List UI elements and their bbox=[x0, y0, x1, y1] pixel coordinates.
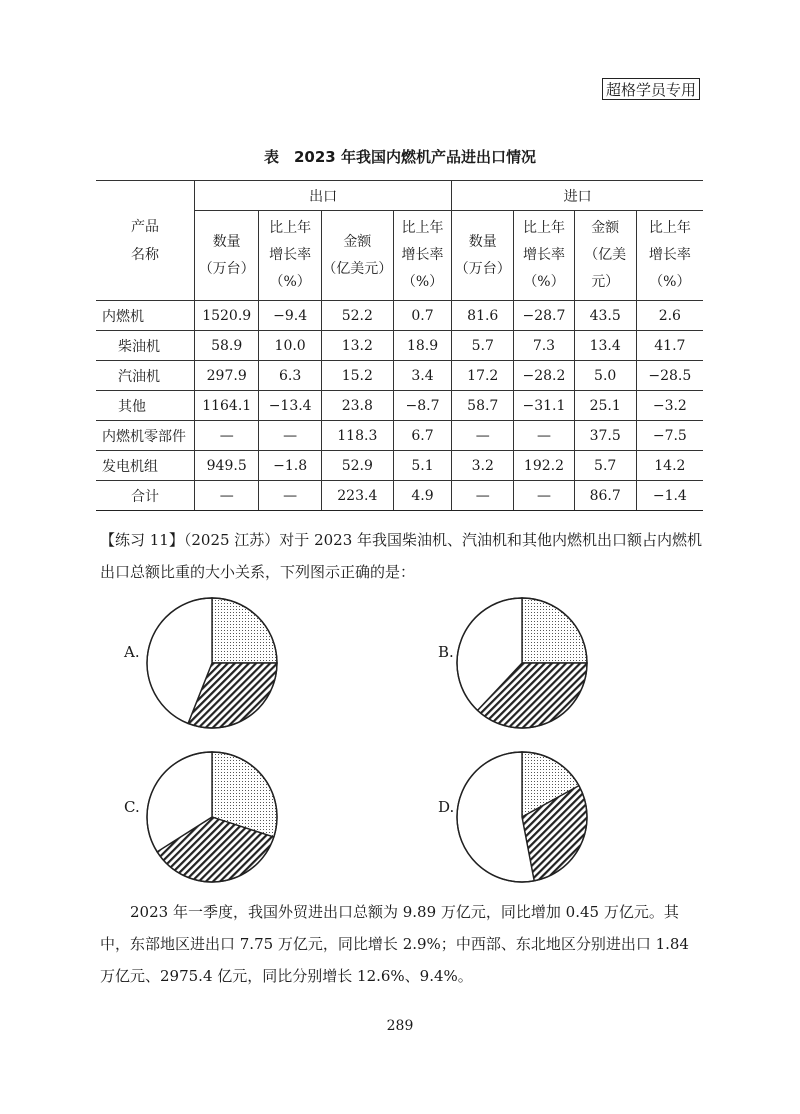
value-cell: 1164.1 bbox=[194, 391, 259, 421]
value-cell: — bbox=[452, 481, 514, 511]
value-cell: 14.2 bbox=[636, 451, 703, 481]
product-name-cell: 内燃机 bbox=[96, 301, 194, 331]
sub-header-line: 比上年 bbox=[401, 220, 444, 236]
page-number: 289 bbox=[386, 1018, 414, 1034]
value-cell: — bbox=[452, 421, 514, 451]
value-cell: 7.3 bbox=[514, 331, 574, 361]
option-pie-chart bbox=[145, 750, 279, 884]
table-row bbox=[96, 481, 703, 511]
value-cell: 6.3 bbox=[259, 361, 321, 391]
value-cell: 1520.9 bbox=[194, 301, 259, 331]
value-cell: 297.9 bbox=[194, 361, 259, 391]
value-cell: — bbox=[259, 421, 321, 451]
value-cell: 949.5 bbox=[194, 451, 259, 481]
value-cell: 118.3 bbox=[321, 421, 393, 451]
pie-slice bbox=[522, 598, 587, 663]
value-cell: 10.0 bbox=[259, 331, 321, 361]
row-header-line2: 名称 bbox=[130, 246, 159, 263]
sub-header-cell bbox=[514, 211, 574, 301]
value-cell: −13.4 bbox=[259, 391, 321, 421]
sub-header-line: 比上年 bbox=[648, 220, 691, 236]
value-cell: 5.0 bbox=[574, 361, 636, 391]
product-name-cell: 合计 bbox=[96, 481, 194, 511]
sub-header-cell bbox=[636, 211, 703, 301]
value-cell: — bbox=[514, 421, 574, 451]
table-row bbox=[96, 331, 703, 361]
student-only-badge: 超格学员专用 bbox=[602, 78, 700, 100]
row-header-cell bbox=[96, 181, 194, 301]
value-cell: −31.1 bbox=[514, 391, 574, 421]
value-cell: 37.5 bbox=[574, 421, 636, 451]
trade-paragraph: 2023 年一季度，我国外贸进出口总额为 9.89 万亿元，同比增加 0.45 万亿元。其中，东部地区进出口 7.75 万亿元，同比增长 2.9%；中西部、东北地区分别进出口 1.84 万亿元、2975.4 亿元，同比分别增长 12.6%、9.4%。 bbox=[100, 903, 689, 985]
sub-header-cell bbox=[574, 211, 636, 301]
value-cell: −28.2 bbox=[514, 361, 574, 391]
sub-header-line: （万台） bbox=[198, 260, 255, 277]
value-cell: −3.2 bbox=[636, 391, 703, 421]
value-cell: 43.5 bbox=[574, 301, 636, 331]
value-cell: −1.4 bbox=[636, 481, 703, 511]
table-title: 表 2023 年我国内燃机产品进出口情况 bbox=[264, 148, 536, 166]
value-cell: 3.4 bbox=[393, 361, 451, 391]
value-cell: −28.5 bbox=[636, 361, 703, 391]
value-cell: 23.8 bbox=[321, 391, 393, 421]
value-cell: 13.4 bbox=[574, 331, 636, 361]
value-cell: — bbox=[259, 481, 321, 511]
value-cell: 81.6 bbox=[452, 301, 514, 331]
table-row bbox=[96, 421, 703, 451]
product-name-cell: 柴油机 bbox=[96, 331, 194, 361]
sub-header-line: （亿美元） bbox=[322, 260, 393, 277]
export-group-header: 出口 bbox=[194, 181, 451, 211]
sub-header-line: 元） bbox=[591, 274, 620, 290]
sub-header-line: 金额 bbox=[591, 220, 620, 236]
value-cell: 223.4 bbox=[321, 481, 393, 511]
sub-header-cell bbox=[259, 211, 321, 301]
sub-header-line: 比上年 bbox=[522, 220, 565, 236]
product-name-cell: 内燃机零部件 bbox=[96, 421, 194, 451]
value-cell: — bbox=[194, 481, 259, 511]
sub-header-line: （%） bbox=[649, 274, 691, 290]
import-group-header: 进口 bbox=[452, 181, 703, 211]
table-row bbox=[96, 451, 703, 481]
value-cell: 52.9 bbox=[321, 451, 393, 481]
value-cell: 2.6 bbox=[636, 301, 703, 331]
value-cell: 15.2 bbox=[321, 361, 393, 391]
sub-header-line: （%） bbox=[269, 274, 311, 290]
value-cell: 13.2 bbox=[321, 331, 393, 361]
value-cell: 25.1 bbox=[574, 391, 636, 421]
table-row bbox=[96, 301, 703, 331]
value-cell: 6.7 bbox=[393, 421, 451, 451]
pie-slice bbox=[212, 598, 277, 663]
value-cell: 5.1 bbox=[393, 451, 451, 481]
value-cell: −1.8 bbox=[259, 451, 321, 481]
value-cell: 58.7 bbox=[452, 391, 514, 421]
sub-header-line: 数量 bbox=[468, 233, 497, 250]
option-label: C. bbox=[124, 798, 140, 816]
sub-header-cell bbox=[452, 211, 514, 301]
value-cell: 4.9 bbox=[393, 481, 451, 511]
option-pie-chart bbox=[145, 596, 279, 730]
value-cell: — bbox=[194, 421, 259, 451]
option-pie-chart bbox=[455, 596, 589, 730]
option-label: A. bbox=[124, 643, 140, 661]
option-label: B. bbox=[438, 643, 454, 661]
sub-header-line: 增长率 bbox=[269, 247, 312, 263]
sub-header-line: （亿美 bbox=[584, 247, 627, 263]
value-cell: 52.2 bbox=[321, 301, 393, 331]
value-cell: 41.7 bbox=[636, 331, 703, 361]
value-cell: −28.7 bbox=[514, 301, 574, 331]
sub-header-line: 比上年 bbox=[269, 220, 312, 236]
product-name-cell: 其他 bbox=[96, 391, 194, 421]
value-cell: — bbox=[514, 481, 574, 511]
value-cell: 3.2 bbox=[452, 451, 514, 481]
value-cell: −8.7 bbox=[393, 391, 451, 421]
value-cell: 17.2 bbox=[452, 361, 514, 391]
import-export-table bbox=[96, 180, 703, 511]
option-label: D. bbox=[438, 798, 455, 816]
sub-header-line: （%） bbox=[523, 274, 565, 290]
sub-header-cell bbox=[321, 211, 393, 301]
sub-header-line: （万台） bbox=[454, 260, 511, 277]
value-cell: 5.7 bbox=[574, 451, 636, 481]
table-row bbox=[96, 361, 703, 391]
sub-header-line: （%） bbox=[401, 274, 444, 290]
sub-header-line: 增长率 bbox=[648, 247, 691, 263]
sub-header-line: 增长率 bbox=[401, 247, 444, 263]
sub-header-line: 金额 bbox=[343, 233, 372, 250]
exercise-question: 【练习 11】（2025 江苏）对于 2023 年我国柴油机、汽油机和其他内燃机出口额占内燃机出口总额比重的大小关系，下列图示正确的是： bbox=[100, 531, 703, 581]
sub-header-cell bbox=[393, 211, 451, 301]
product-name-cell: 汽油机 bbox=[96, 361, 194, 391]
value-cell: 58.9 bbox=[194, 331, 259, 361]
option-pie-chart bbox=[455, 750, 589, 884]
value-cell: 86.7 bbox=[574, 481, 636, 511]
sub-header-line: 数量 bbox=[212, 233, 241, 250]
sub-header-line: 增长率 bbox=[522, 247, 565, 263]
value-cell: 18.9 bbox=[393, 331, 451, 361]
value-cell: 192.2 bbox=[514, 451, 574, 481]
value-cell: −9.4 bbox=[259, 301, 321, 331]
row-header-line1: 产品 bbox=[130, 218, 159, 235]
value-cell: 0.7 bbox=[393, 301, 451, 331]
table-row bbox=[96, 391, 703, 421]
pie-slice bbox=[457, 752, 534, 882]
product-name-cell: 发电机组 bbox=[96, 451, 194, 481]
value-cell: −7.5 bbox=[636, 421, 703, 451]
value-cell: 5.7 bbox=[452, 331, 514, 361]
sub-header-cell bbox=[194, 211, 259, 301]
